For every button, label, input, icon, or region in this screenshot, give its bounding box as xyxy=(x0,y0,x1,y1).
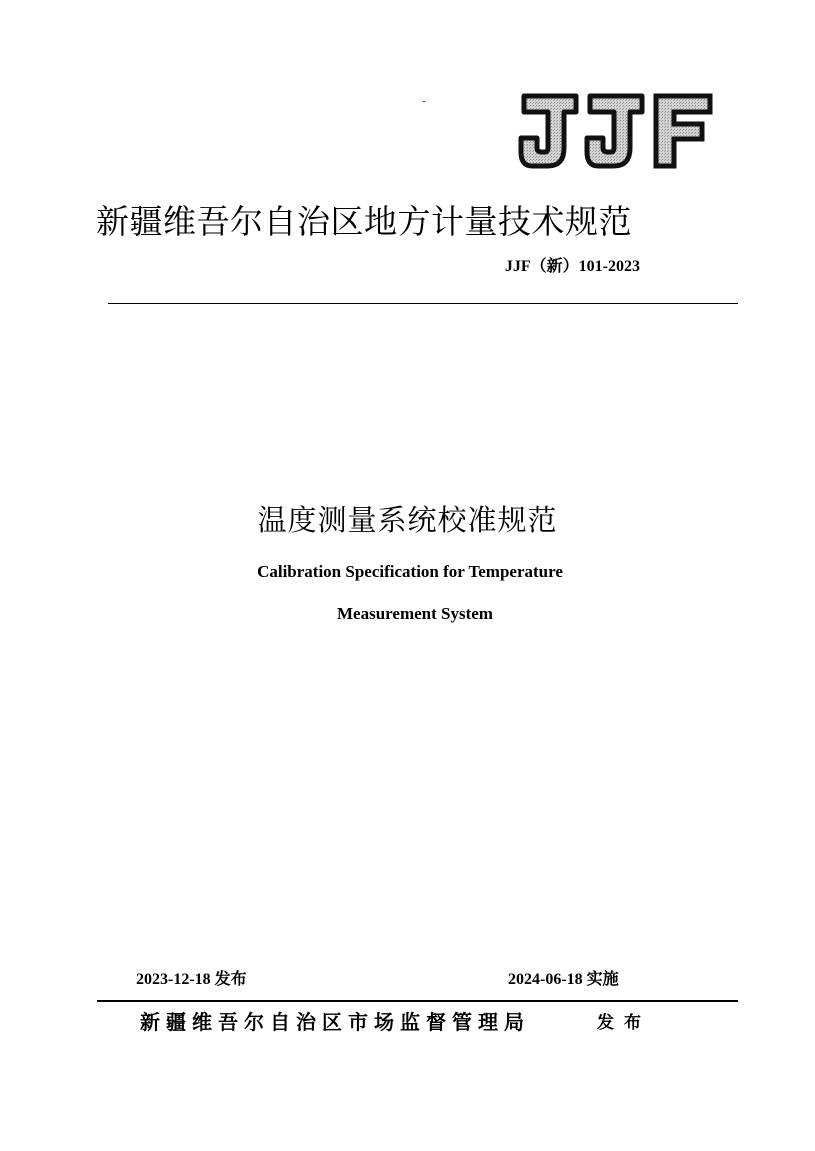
header-divider xyxy=(108,303,738,304)
standard-number: JJF（新）101-2023 xyxy=(504,258,640,275)
issuing-authority-suffix: 发布 xyxy=(597,1013,651,1033)
document-title-en-line2: Measurement System xyxy=(337,604,493,623)
series-title: 新疆维吾尔自治区地方计量技术规范 xyxy=(96,202,632,241)
effective-date: 2024-06-18 实施 xyxy=(508,971,619,988)
document-title-zh: 温度测量系统校准规范 xyxy=(257,503,558,537)
issue-date: 2023-12-18 发布 xyxy=(136,971,247,988)
scan-speck xyxy=(423,101,425,102)
jjf-logo xyxy=(518,90,714,172)
issuing-authority: 新疆维吾尔自治区市场监督管理局 xyxy=(140,1010,530,1034)
footer-divider xyxy=(97,1000,738,1002)
document-title-en-line1: Calibration Specification for Temperature xyxy=(257,562,563,581)
